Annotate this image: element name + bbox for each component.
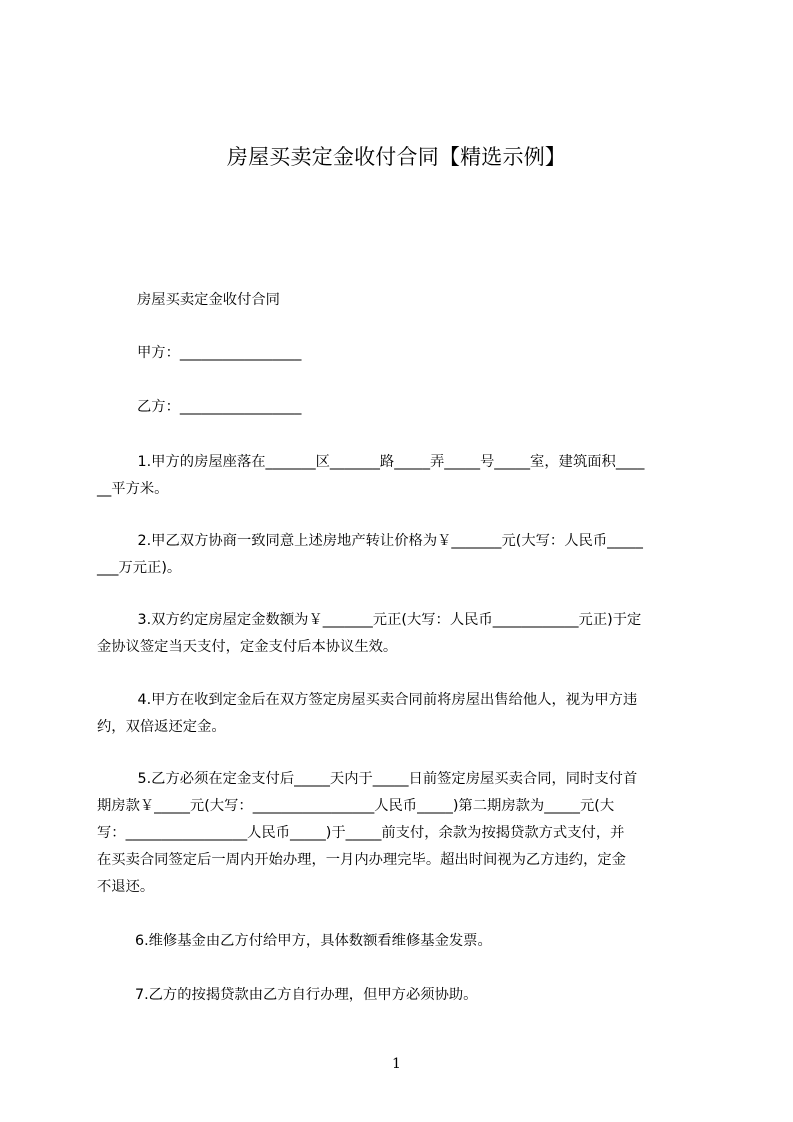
contract-subtitle-text: 房屋买卖定金收付合同 <box>137 292 280 308</box>
clause-line: 4.甲方在收到定金后在双方签定房屋买卖合同前将房屋出售给他人，视为甲方违 <box>133 692 638 708</box>
clause-6 <box>97 928 709 955</box>
clause-line: 约，双倍返还定金。 <box>97 719 226 735</box>
clause-line: 5.乙方必须在定金支付后_____天内于_____日前签定房屋买卖合同，同时支付首 <box>133 771 638 787</box>
clause-line: 1.甲方的房屋座落在_______区_______路_____弄_____号_____室，建筑面积____ <box>133 454 645 470</box>
clause-line: ___万元正)。 <box>97 560 182 576</box>
clause-line: 不退还。 <box>97 879 155 895</box>
clause-1 <box>97 449 709 503</box>
clause-line: 6.维修基金由乙方付给甲方，具体数额看维修基金发票。 <box>135 933 492 949</box>
clause-2 <box>97 528 709 582</box>
clause-line: 写：_________________人民币_____)于_____前支付，余款为按揭贷款方式支付，并 <box>97 825 625 841</box>
clause-line: 在买卖合同签定后一周内开始办理，一月内办理完毕。超出时间视为乙方违约，定金 <box>97 852 626 868</box>
page-number: 1 <box>392 1056 401 1072</box>
clause-line: 期房款￥_____元(大写：_________________人民币_____)第二期房款为_____元(大 <box>97 798 615 814</box>
clause-line: 7.乙方的按揭贷款由乙方自行办理，但甲方必须协助。 <box>135 987 478 1003</box>
clause-line: 3.双方约定房屋定金数额为￥_______元正(大写：人民币____________元正)于定 <box>133 612 642 628</box>
party-b-line <box>97 394 709 421</box>
party-a-text: 甲方：_________________ <box>137 345 302 361</box>
clause-7 <box>97 982 709 1009</box>
document-title: 房屋买卖定金收付合同【精选示例】 <box>226 145 567 169</box>
contract-subtitle <box>97 287 709 314</box>
clause-line: 2.甲乙双方协商一致同意上述房地产转让价格为￥_______元(大写：人民币_____ <box>133 533 643 549</box>
clause-4 <box>97 687 709 741</box>
clause-5 <box>97 766 709 901</box>
clause-3 <box>97 607 709 661</box>
party-b-text: 乙方：_________________ <box>137 399 302 415</box>
clause-line: 金协议签定当天支付，定金支付后本协议生效。 <box>97 639 398 655</box>
party-a-line <box>97 340 709 367</box>
clause-line: __平方米。 <box>97 481 169 497</box>
